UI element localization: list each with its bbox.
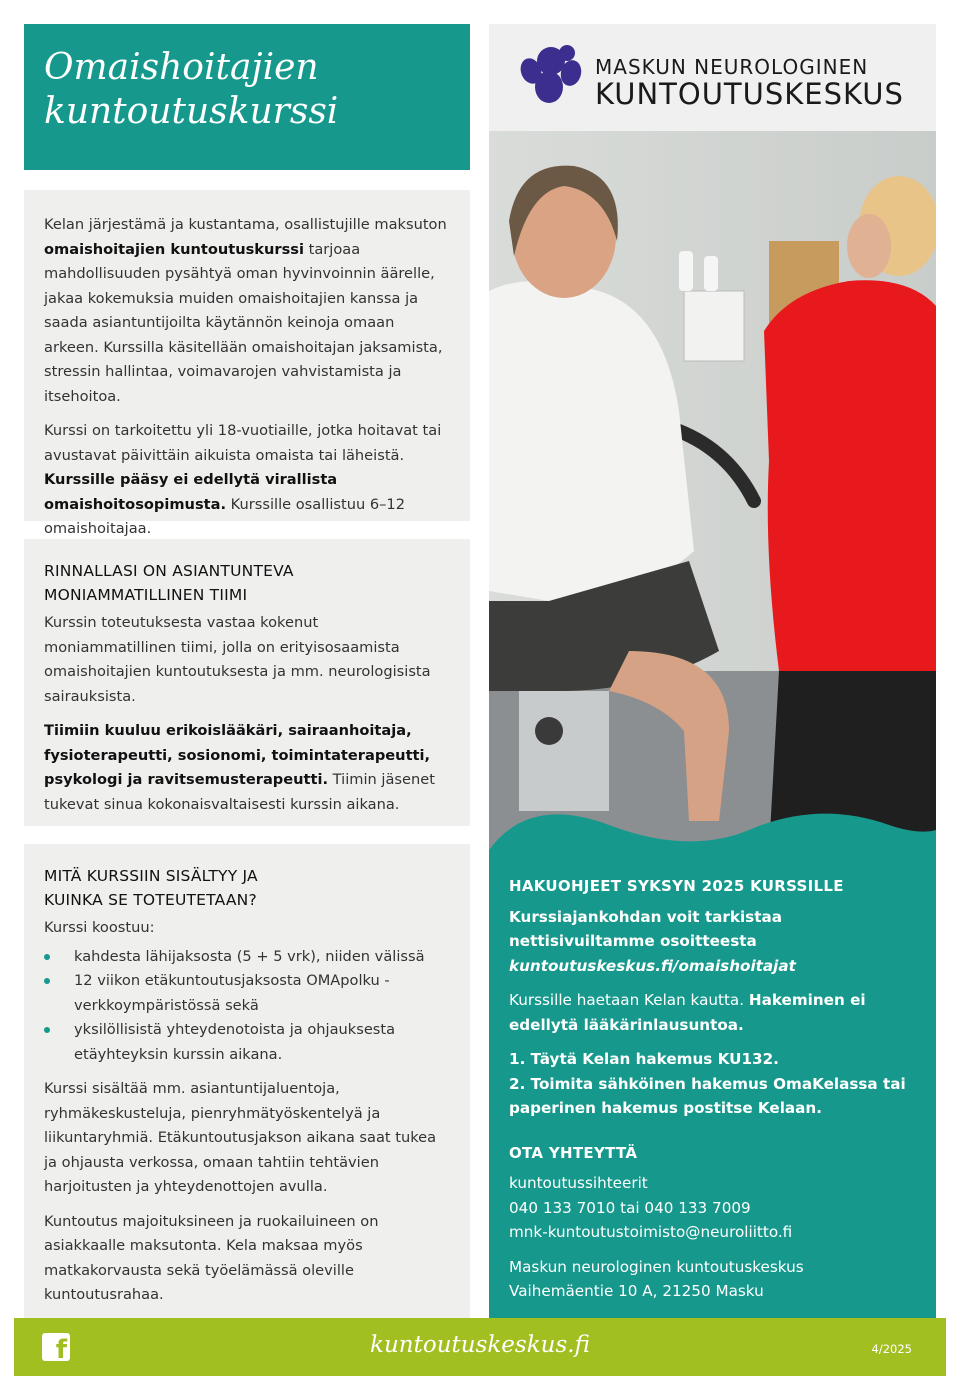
photo-bike bbox=[519, 691, 609, 811]
photo-bottle bbox=[679, 251, 693, 291]
facebook-glyph: f bbox=[55, 1335, 67, 1365]
footer-website-link[interactable]: kuntoutuskeskus.fi bbox=[370, 1332, 590, 1358]
website-link[interactable]: kuntoutuskeskus.fi/omaishoitajat bbox=[509, 956, 796, 975]
team-heading: RINNALLASI ON ASIANTUNTEVA MONIAMMATILLINEN TIIMI bbox=[44, 562, 294, 604]
photo-bottle bbox=[704, 256, 718, 291]
photo-bike-knob bbox=[535, 717, 563, 745]
list-item: kahdesta lähijaksosta (5 + 5 vrk), niiden välissä bbox=[44, 945, 450, 970]
content-bullet-list bbox=[44, 945, 450, 1068]
apply-paragraph-1: Kurssiajankohdan voit tarkistaa nettisivuiltamme osoitteesta kuntoutuskeskus.fi/omaishoitajat bbox=[509, 907, 796, 975]
content-paragraph-2: Kuntoutus majoituksineen ja ruokailuineen on asiakkaalle maksutonta. Kela maksaa myös matkakorvausta sekä työelämässä oleville kuntoutusrahaa. bbox=[44, 1212, 379, 1303]
apply-steps bbox=[509, 1047, 914, 1121]
apply-step-2: 2. Toimita sähköinen hakemus OmaKelassa tai paperinen hakemus postitse Kelaan. bbox=[509, 1074, 906, 1117]
content-lead: Kurssi koostuu: bbox=[44, 919, 155, 936]
page-title bbox=[44, 46, 450, 134]
application-info-text bbox=[509, 874, 914, 1314]
apply-step-1: 1. Täytä Kelan hakemus KU132. bbox=[509, 1050, 779, 1068]
intro-section bbox=[24, 190, 470, 537]
team-paragraph-1: Kurssin toteutuksesta vastaa kokenut moniammatillinen tiimi, jolla on erityisosaamista omaishoitajien kuntoutuksesta ja mm. neurologisista sairauksista. bbox=[44, 614, 431, 705]
photo-therapist-face bbox=[847, 214, 891, 278]
contact-email[interactable]: mnk-kuntoutustoimisto@neuroliitto.fi bbox=[509, 1223, 793, 1241]
list-item: 12 viikon etäkuntoutusjaksosta OMApolku -verkkoympäristössä sekä bbox=[44, 969, 450, 1018]
list-item: yksilöllisistä yhteydenotoista ja ohjauksesta etäyhteyksin kurssin aikana. bbox=[44, 1018, 450, 1067]
apply-heading: HAKUOHJEET SYKSYN 2025 KURSSILLE bbox=[509, 877, 844, 895]
contact-details bbox=[509, 1171, 914, 1245]
title-banner bbox=[24, 24, 470, 170]
contact-phones[interactable]: 040 133 7010 tai 040 133 7009 bbox=[509, 1198, 751, 1217]
team-paragraph-2: Tiimiin kuuluu erikoislääkäri, sairaanhoitaja, fysioterapeutti, sosionomi, toimintaterapeutti, psykologi ja ravitsemusterapeutti. Tiimin jäsenet tukevat sinua kokonaisvaltaisesti kurssin aikana. bbox=[44, 722, 435, 813]
logo-wordmark bbox=[595, 56, 904, 110]
logo-header bbox=[489, 24, 936, 131]
application-info-box bbox=[489, 810, 936, 1320]
intro-paragraph-1: Kelan järjestämä ja kustantama, osallistujille maksuton omaishoitajien kuntoutuskurssi tarjoaa mahdollisuuden pysähtyä oman hyvinvoinnin äärelle, jakaa kokemuksia muiden omaishoitajien kanssa ja saada asiantuntijoilta käytännön keinoja omaan arkeen. Kurssilla käsitellään omaishoitajan jaksamista, stressin hallintaa, voimavarojen vahvistamista ja itsehoitoa. bbox=[44, 216, 447, 405]
contact-address bbox=[509, 1255, 914, 1304]
edition-label: 4/2025 bbox=[871, 1342, 912, 1356]
contact-org: Maskun neurologinen kuntoutuskeskus bbox=[509, 1257, 804, 1276]
title-line-1: Omaishoitajien bbox=[44, 47, 319, 88]
photo-cabinet bbox=[684, 291, 744, 361]
intro-paragraph-2: Kurssi on tarkoitettu yli 18-vuotiaille, jotka hoitavat tai avustavat päivittäin aikuista omaista tai läheistä. Kurssille pääsy ei edellytä virallista omaishoitosopimusta. Kurssille osallistuu 6–12 omaishoitajaa. bbox=[44, 422, 442, 537]
paw-logo-icon bbox=[519, 41, 583, 107]
apply-paragraph-2: Kurssille haetaan Kelan kautta. Hakeminen ei edellytä lääkärinlausuntoa. bbox=[509, 991, 866, 1034]
logo-line-2: KUNTOUTUSKESKUS bbox=[595, 77, 904, 111]
team-section bbox=[24, 539, 470, 826]
logo-line-1: MASKUN NEUROLOGINEN bbox=[595, 55, 869, 79]
footer-bar bbox=[14, 1318, 946, 1376]
course-content-section bbox=[24, 844, 470, 1318]
contact-role: kuntoutussihteerit bbox=[509, 1174, 648, 1192]
contact-street-address: Vaihemäentie 10 A, 21250 Masku bbox=[509, 1282, 764, 1300]
photo-red-shirt bbox=[764, 280, 936, 671]
contact-heading: OTA YHTEYTTÄ bbox=[509, 1143, 638, 1162]
content-paragraph-1: Kurssi sisältää mm. asiantuntijaluentoja, ryhmäkeskusteluja, pienryhmätyöskentelyä ja liikuntaryhmiä. Etäkuntoutusjakson aikana saat tukea ja ohjausta verkossa, omaan tahtiin tehtävien harjoitusten ja yhteydenottojen avulla. bbox=[44, 1080, 437, 1195]
exercise-photo bbox=[489, 131, 936, 851]
title-line-2: kuntoutuskurssi bbox=[44, 91, 339, 132]
content-heading: MITÄ KURSSIIN SISÄLTYY JA KUINKA SE TOTEUTETAAN? bbox=[44, 867, 258, 909]
